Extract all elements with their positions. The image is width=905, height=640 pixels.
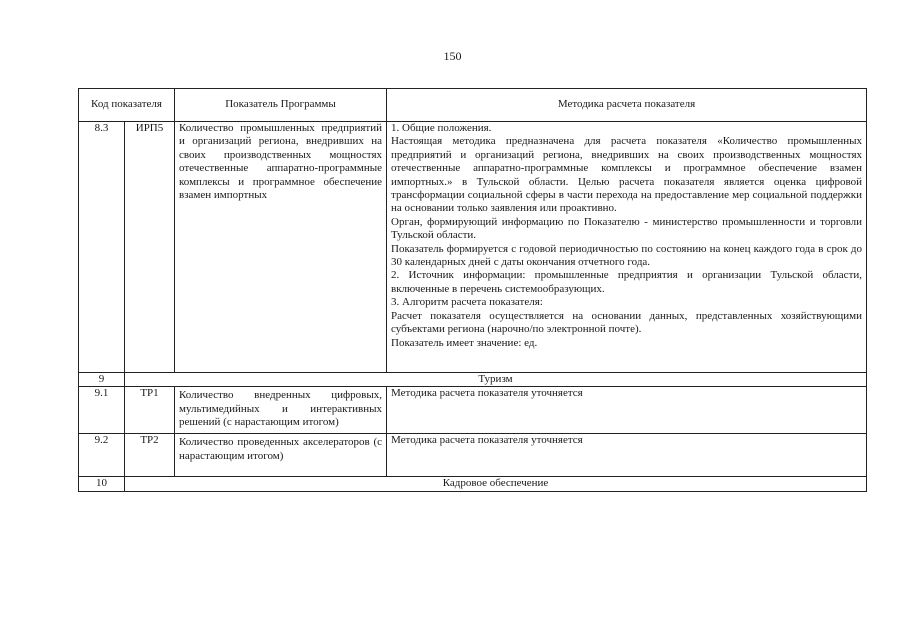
table-row	[79, 387, 867, 434]
page-number: 150	[443, 49, 462, 63]
method-paragraph: 1. Общие положения.	[391, 122, 492, 134]
header-code: Код показателя	[79, 89, 175, 122]
indicator-text: Количество внедренных цифровых, мультимедийных и интерактивных решений (с нарастающим итогом)	[179, 389, 383, 429]
method-paragraph: Показатель имеет значение: ед.	[391, 336, 538, 349]
method-paragraph: Методика расчета показателя уточняется	[391, 434, 583, 447]
table-row	[79, 434, 867, 477]
method-paragraph: 3. Алгоритм расчета показателя:	[391, 296, 543, 309]
indicators-table	[78, 88, 867, 492]
row-id: ИРП5	[125, 122, 175, 373]
table-header-row	[79, 89, 867, 122]
row-id: ТР1	[125, 387, 175, 434]
section-code: 9	[79, 373, 125, 387]
row-code: 8.3	[79, 122, 125, 373]
section-title: Туризм	[125, 373, 867, 387]
header-indicator: Показатель Программы	[175, 89, 387, 122]
section-title: Кадровое обеспечение	[125, 477, 867, 491]
row-indicator: Количество промышленных предприятий и организаций региона, внедривших на своих производственных мощностях отечественные аппаратно-программные комплексы и программное обеспечение взамен импортных	[175, 122, 387, 373]
row-code: 9.2	[79, 434, 125, 477]
row-id: ТР2	[125, 434, 175, 477]
method-paragraph: 2. Источник информации: промышленные предприятия и организации Тульской области, включенные в перечень системообразующих.	[391, 269, 863, 295]
section-code: 10	[79, 477, 125, 491]
section-row	[79, 373, 867, 387]
row-code: 9.1	[79, 387, 125, 434]
table-row	[79, 122, 867, 373]
section-row	[79, 477, 867, 491]
method-paragraph: Методика расчета показателя уточняется	[391, 387, 583, 400]
row-method	[387, 387, 867, 434]
indicator-text: Количество проведенных акселераторов (с нарастающим итогом)	[179, 436, 383, 462]
row-indicator	[175, 387, 387, 434]
method-paragraph: Показатель формируется с годовой периодичностью по состоянию на конец каждого года в срок до 30 календарных дней с даты окончания отчетного года.	[391, 242, 863, 269]
header-method: Методика расчета показателя	[387, 89, 867, 122]
method-paragraph: Орган, формирующий информацию по Показателю - министерство промышленности и торговли Тульской области.	[391, 215, 863, 242]
row-method	[387, 434, 867, 477]
method-paragraph: Расчет показателя осуществляется на основании данных, представленных хозяйствующими субъектами региона (нарочно/по электронной почте).	[391, 309, 863, 336]
row-method	[387, 122, 867, 373]
row-indicator	[175, 434, 387, 477]
method-paragraph: Настоящая методика предназначена для расчета показателя «Количество промышленных предприятий и организаций региона, внедривших на своих производственных мощностях отечественные аппаратно-программные комплексы и программное обеспечение взамен импортных.» в Тульской области. Целью расчета показателя является оценка цифровой трансформации социальной сферы в части перехода на предоставление мер социальной поддержки на основании только заявления или проактивно.	[391, 135, 863, 215]
